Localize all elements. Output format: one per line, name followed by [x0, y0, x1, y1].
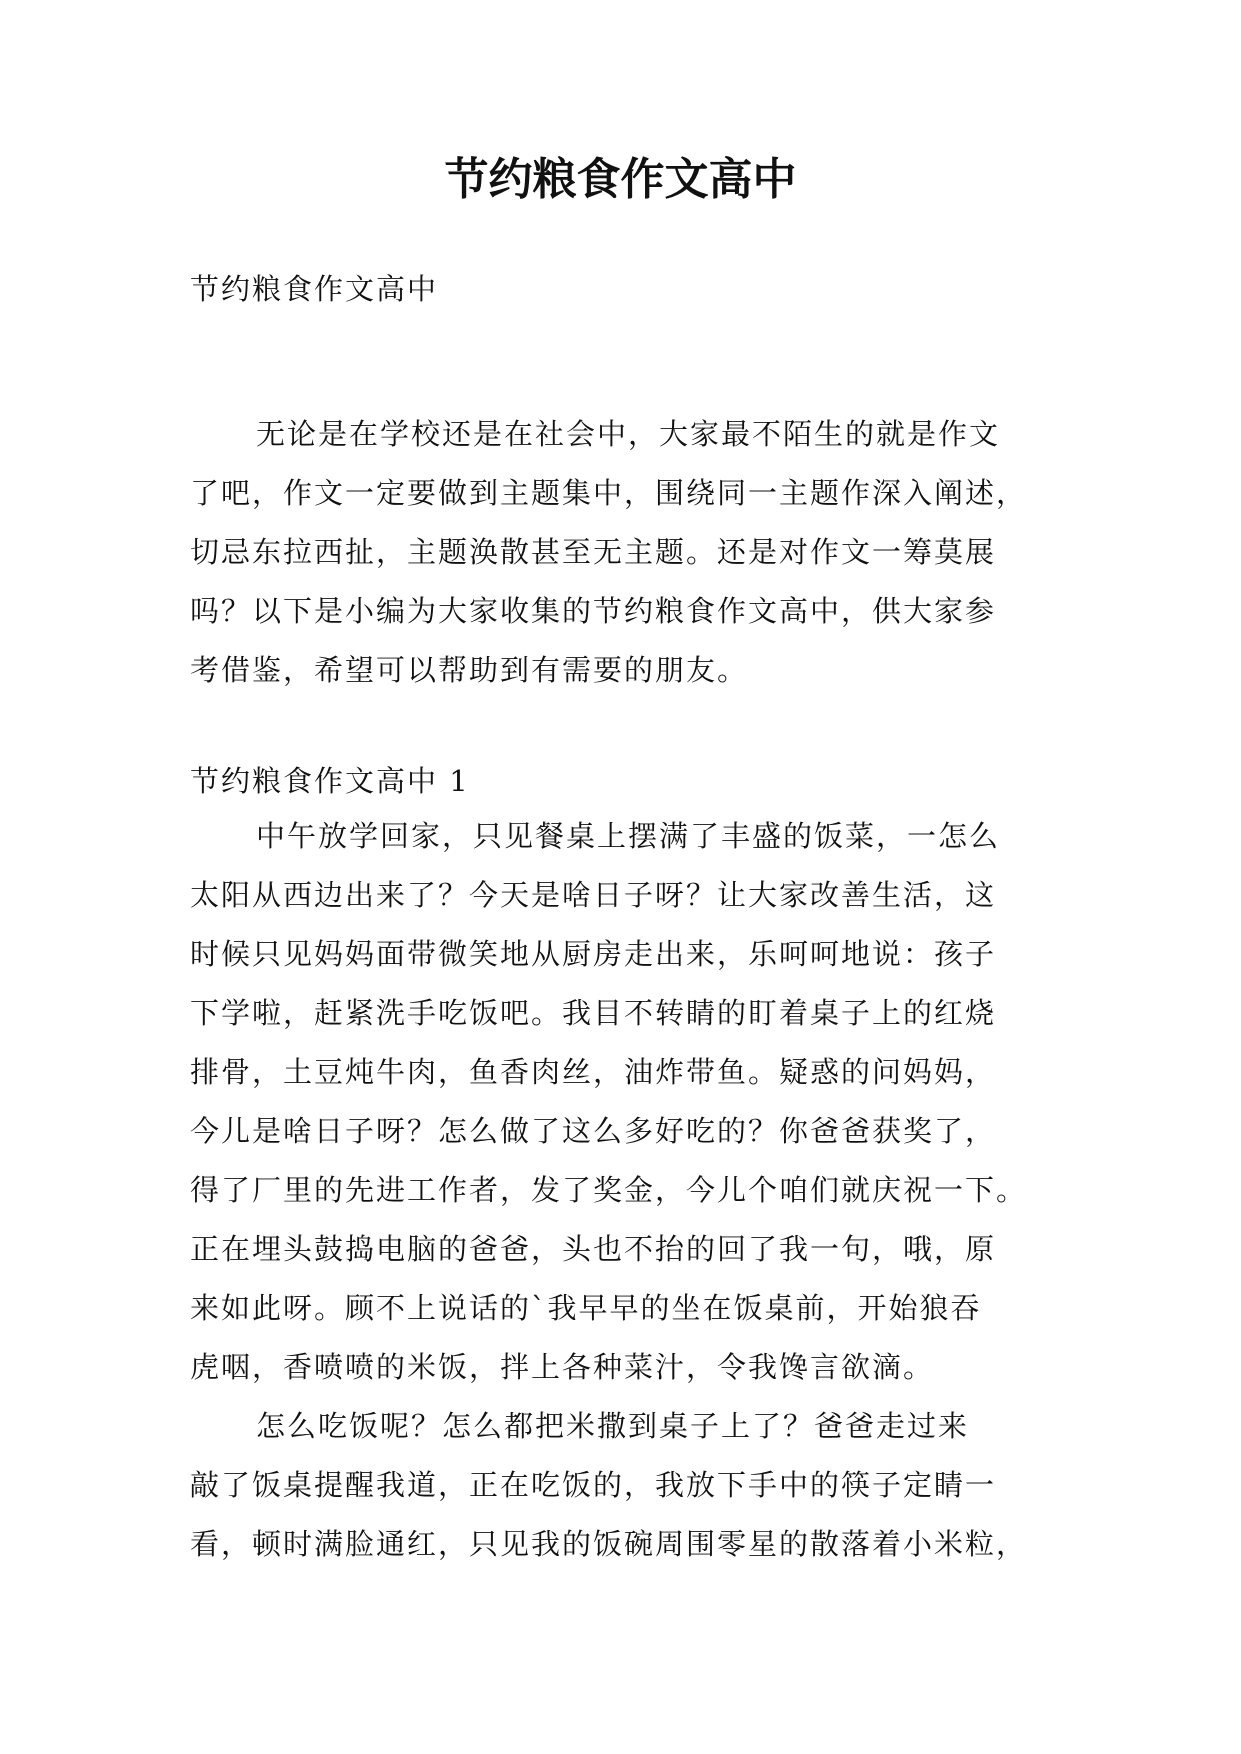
intro-line: 无论是在学校还是在社会中，大家最不陌生的就是作文	[256, 417, 1001, 451]
section-heading-text: 节约粮食作文高中 1	[190, 764, 470, 798]
essay-line: 中午放学回家，只见餐桌上摆满了丰盛的饭菜，一怎么	[256, 819, 1001, 853]
essay-line: 下学啦，赶紧洗手吃饭吧。我目不转睛的盯着桌子上的红烧	[190, 996, 997, 1030]
essay-line: 来如此呀。顾不上说话的`我早早的坐在饭桌前，开始狼吞	[190, 1291, 982, 1325]
essay-line: 排骨，土豆炖牛肉，鱼香肉丝，油炸带鱼。疑惑的问妈妈，	[190, 1055, 997, 1089]
essay-line: 敲了饭桌提醒我道，正在吃饭的，我放下手中的筷子定睛一	[190, 1468, 997, 1502]
essay-line: 虎咽，香喷喷的米饭，拌上各种菜汁，令我馋言欲滴。	[190, 1350, 935, 1384]
essay-line: 看，顿时满脸通红，只见我的饭碗周围零星的散落着小米粒，	[190, 1527, 1028, 1561]
essay-line: 时候只见妈妈面带微笑地从厨房走出来，乐呵呵地说：孩子	[190, 937, 997, 971]
essay-line: 得了厂里的先进工作者，发了奖金，今儿个咱们就庆祝一下。	[190, 1173, 1028, 1207]
document-subtitle	[190, 260, 1060, 319]
essay-body	[190, 807, 1060, 1574]
intro-line: 吗？以下是小编为大家收集的节约粮食作文高中，供大家参	[190, 594, 997, 628]
essay-line: 正在埋头鼓捣电脑的爸爸，头也不抬的回了我一句，哦，原	[190, 1232, 997, 1266]
essay-line: 今儿是啥日子呀？怎么做了这么多好吃的？你爸爸获奖了，	[190, 1114, 997, 1148]
essay-line: 太阳从西边出来了？今天是啥日子呀？让大家改善生活，这	[190, 878, 997, 912]
subtitle-line: 节约粮食作文高中	[190, 272, 439, 306]
intro-paragraph	[190, 405, 1060, 700]
section-heading	[190, 752, 1060, 811]
intro-line: 了吧，作文一定要做到主题集中，围绕同一主题作深入阐述，	[190, 476, 1028, 510]
essay-line: 怎么吃饭呢？怎么都把米撒到桌子上了？爸爸走过来	[256, 1409, 970, 1443]
intro-line: 考借鉴，希望可以帮助到有需要的朋友。	[190, 653, 749, 687]
intro-line: 切忌东拉西扯，主题涣散甚至无主题。还是对作文一筹莫展	[190, 535, 997, 569]
document-title: 节约粮食作文高中	[444, 154, 797, 205]
